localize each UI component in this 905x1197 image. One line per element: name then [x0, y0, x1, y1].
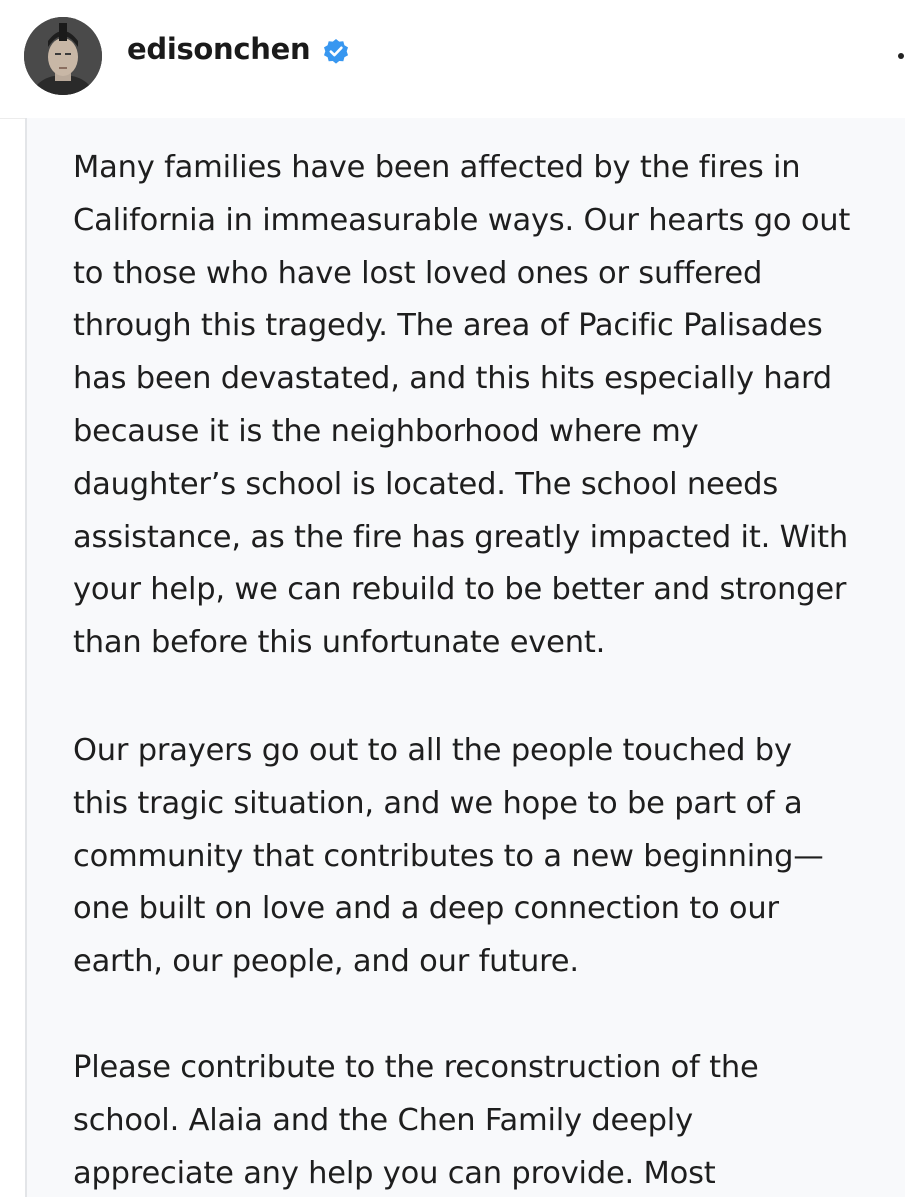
avatar[interactable] — [24, 17, 102, 95]
verified-badge-icon — [322, 38, 350, 66]
caption-line: has been devastated, and this hits especially hard — [73, 361, 832, 397]
caption-line: than before this unfortunate event. — [73, 625, 606, 661]
caption-line: Many families have been affected by the fires in — [73, 150, 801, 185]
caption-line: community that contributes to a new beginning— — [73, 838, 824, 874]
caption-line: through this tragedy. The area of Pacific Palisades — [73, 308, 823, 344]
caption-line: daughter’s school is located. The school needs — [73, 466, 779, 502]
caption-line: Please contribute to the reconstruction of the — [73, 1050, 759, 1085]
caption-line: to those who have lost loved ones or suffered — [73, 255, 763, 291]
caption-line: Our prayers go out to all the people touched by — [73, 733, 792, 768]
caption-line: earth, our people, and our future. — [73, 944, 579, 980]
post-caption — [25, 118, 905, 1197]
caption-line: assistance, as the fire has greatly impacted it. With — [73, 519, 849, 555]
caption-line: because it is the neighborhood where my — [73, 413, 699, 449]
caption-paragraph — [73, 725, 903, 989]
caption-line: appreciate any help you can provide. Most — [73, 1155, 716, 1191]
caption-line: your help, we can rebuild to be better and stronger — [73, 572, 847, 608]
avatar-image — [24, 17, 102, 95]
caption-line: school. Alaia and the Chen Family deeply — [73, 1102, 693, 1138]
caption-paragraph — [73, 1042, 903, 1197]
caption-paragraph — [73, 142, 903, 670]
caption-line: California in immeasurable ways. Our hearts go out — [73, 202, 851, 238]
post-header — [0, 0, 905, 119]
more-options-icon[interactable] — [898, 53, 904, 59]
username[interactable]: edisonchen — [127, 32, 311, 66]
caption-line: one built on love and a deep connection to our — [73, 891, 779, 927]
caption-line: this tragic situation, and we hope to be part of a — [73, 785, 803, 821]
